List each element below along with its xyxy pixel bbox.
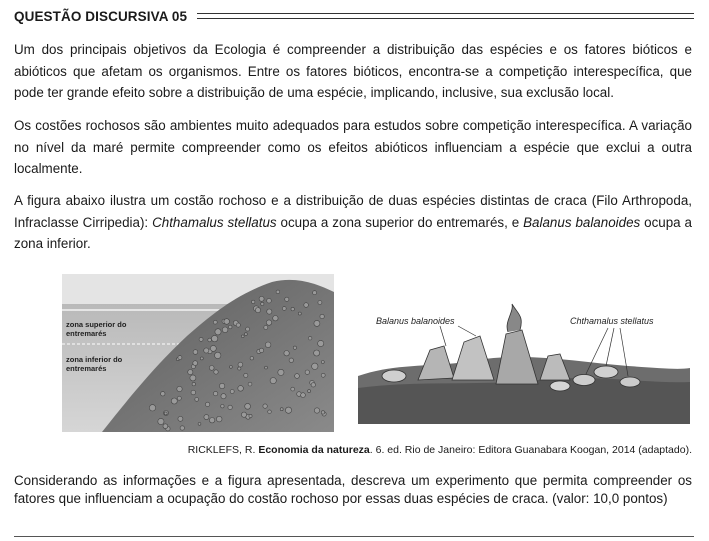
barnacle-dot <box>241 335 244 338</box>
barnacle-dot <box>270 378 276 384</box>
figure-caption <box>188 444 692 456</box>
barnacle-dot <box>284 351 289 356</box>
barnacle-dot <box>246 327 250 331</box>
barnacle-dot <box>230 366 233 369</box>
label-chthamalus: Chthamalus stellatus <box>570 316 654 326</box>
barnacle-dot <box>311 383 315 387</box>
p3-part3: ocupa a zona inferior. <box>14 214 692 251</box>
paragraph-figure-description <box>14 190 692 255</box>
barnacle-dot <box>273 316 278 321</box>
barnacles-closeup-figure <box>358 276 690 424</box>
barnacle-dot <box>276 290 280 294</box>
barnacle-dot <box>245 403 251 409</box>
barnacle-dot <box>188 370 193 375</box>
barnacle-dot <box>163 424 168 429</box>
barnacle-dot <box>199 337 203 341</box>
barnacle-dot <box>301 393 306 398</box>
barnacle-dot <box>198 423 201 426</box>
barnacle-dot <box>221 394 226 399</box>
chthamalus-shell <box>550 381 570 391</box>
barnacle-dot <box>192 382 195 385</box>
barnacle-dot <box>265 366 268 369</box>
label-upper-zone-2: entremarés <box>66 329 107 338</box>
barnacle-dot <box>164 412 167 415</box>
chthamalus-shell <box>382 370 406 382</box>
chthamalus-shell <box>573 375 595 386</box>
barnacle-dot <box>178 416 183 421</box>
chthamalus-shell <box>620 377 640 387</box>
barnacle-dot <box>285 297 289 301</box>
barnacle-dot <box>195 398 199 402</box>
barnacle-dot <box>289 358 293 362</box>
barnacle-dot <box>149 405 155 411</box>
barnacle-dot <box>193 361 198 366</box>
barnacle-dot <box>238 362 243 367</box>
barnacle-dot <box>282 307 286 311</box>
barnacle-dot <box>266 320 271 325</box>
barnacle-dot <box>216 416 222 422</box>
barnacle-dot <box>261 302 264 305</box>
barnacle-dot <box>245 333 248 336</box>
barnacle-dot <box>193 350 198 355</box>
rocky-shore-figure <box>62 274 334 432</box>
barnacle-dot <box>238 386 244 392</box>
barnacle-dot <box>228 405 232 409</box>
barnacle-dot <box>248 382 252 386</box>
barnacle-dot <box>210 345 216 351</box>
barnacle-dot <box>209 418 214 423</box>
paragraph-intro: Um dos principais objetivos da Ecologia é compreender a distribuição das espécies e os fatores bióticos e abióticos que afetam os organismos. Entre os fatores bióticos, encontra-se a competição interespecífica, que pode ter grande efeito sobre a distribuição de uma espécie, implicando, inclusive, sua exclusão local. <box>14 42 692 100</box>
barnacle-dot <box>259 348 263 352</box>
barnacle-dot <box>308 336 312 340</box>
question-title: QUESTÃO DISCURSIVA 05 <box>14 8 188 24</box>
barnacle-dot <box>222 327 228 333</box>
barnacle-dot <box>204 348 209 353</box>
barnacle-dot <box>264 326 268 330</box>
barnacle-dot <box>224 319 230 325</box>
p3-part2: ocupa a zona superior do entremarés, e <box>276 214 524 230</box>
barnacle-dot <box>280 408 283 411</box>
barnacle-dot <box>318 301 322 305</box>
barnacle-dot <box>211 335 217 341</box>
barnacle-dot <box>221 405 224 408</box>
barnacle-dot <box>298 312 301 315</box>
barnacle-dot <box>191 390 196 395</box>
barnacle-dot <box>208 338 212 342</box>
barnacle-dot <box>263 404 267 408</box>
barnacle-dot <box>314 408 319 413</box>
barnacle-dot <box>321 361 324 364</box>
barnacle-dot <box>295 374 300 379</box>
barnacle-dot <box>214 370 218 374</box>
caption-author: RICKLEFS, R. <box>187 444 259 456</box>
barnacle-dot <box>267 298 272 303</box>
barnacle-dot <box>215 329 221 335</box>
barnacle-dot <box>178 356 182 360</box>
barnacle-dot <box>268 410 272 414</box>
barnacle-dot <box>236 323 240 327</box>
p3-part1: A figura abaixo ilustra um costão rochoso e a distribuição de duas espécies distintas de craca (Filo Arthropoda, Infraclasse Cirripedia): <box>14 193 692 230</box>
barnacle-dot <box>204 415 209 420</box>
species-balanus: Balanus balanoides <box>523 214 641 230</box>
label-lower-zone-2: entremarés <box>66 364 107 373</box>
answer-rule <box>14 536 694 537</box>
barnacle-dot <box>213 320 217 324</box>
barnacle-dot <box>190 375 196 381</box>
barnacle-dot <box>291 307 294 310</box>
caption-book-title: Economia da natureza <box>258 444 370 456</box>
barnacle-dot <box>241 412 246 417</box>
caption-publication: . 6. ed. Rio de Janeiro: Editora Guanabara Koogan, 2014 (adaptado). <box>369 444 692 456</box>
barnacle-dot <box>308 390 311 393</box>
barnacle-dot <box>205 402 209 406</box>
barnacle-dot <box>228 325 232 329</box>
label-balanus: Balanus balanoides <box>376 316 455 326</box>
barnacle-dot <box>244 373 248 377</box>
barnacle-dot <box>278 369 284 375</box>
barnacle-dot <box>250 357 253 360</box>
barnacle-dot <box>158 418 164 424</box>
barnacle-dot <box>209 366 214 371</box>
barnacle-dot <box>320 314 324 318</box>
chthamalus-shell <box>594 366 618 378</box>
barnacle-dot <box>312 363 318 369</box>
barnacle-dot <box>249 414 252 417</box>
barnacle-dot <box>285 407 291 413</box>
barnacle-dot <box>200 357 203 360</box>
species-chthamalus: Chthamalus stellatus <box>152 214 277 230</box>
question-prompt: Considerando as informações e a figura apresentada, descreva um experimento que permita compreender os fatores que influenciam a ocupação do costão rochoso por essas duas espécies de craca. (valor: 10,0 pontos) <box>14 473 692 506</box>
barnacle-dot <box>314 350 320 356</box>
label-lower-zone-1: zona inferior do <box>66 355 123 364</box>
barnacle-dot <box>213 391 217 395</box>
barnacle-dot <box>265 342 271 348</box>
barnacle-dot <box>230 390 234 394</box>
label-upper-zone-1: zona superior do <box>66 320 127 329</box>
barnacle-dot <box>215 352 221 358</box>
barnacle-dot <box>238 367 241 370</box>
barnacle-dot <box>321 373 325 377</box>
rock-base <box>358 378 690 424</box>
barnacle-dot <box>291 387 295 391</box>
barnacle-dot <box>255 308 260 313</box>
barnacle-dot <box>293 346 296 349</box>
paragraph-rocky-shores: Os costões rochosos são ambientes muito adequados para estudos sobre competição interespecífica. A variação no nível da maré permite compreender como os efeitos abióticos influenciam a espécie que exclui a outra localmente. <box>14 118 692 176</box>
question-header <box>14 6 694 26</box>
barnacle-dot <box>177 396 181 400</box>
header-double-rule <box>197 13 694 19</box>
barnacle-dot <box>321 411 324 414</box>
barnacle-dot <box>314 320 320 326</box>
barnacle-dot <box>252 300 255 303</box>
barnacle-dot <box>313 291 317 295</box>
barnacle-dot <box>267 309 272 314</box>
barnacle-dot <box>171 398 177 404</box>
barnacle-dot <box>180 426 184 430</box>
barnacle-dot <box>318 340 324 346</box>
barnacle-dot <box>304 303 309 308</box>
barnacle-dot <box>177 386 182 391</box>
barnacle-dot <box>305 370 309 374</box>
barnacle-dot <box>161 392 165 396</box>
barnacle-dot <box>259 296 264 301</box>
barnacle-dot <box>219 383 224 388</box>
